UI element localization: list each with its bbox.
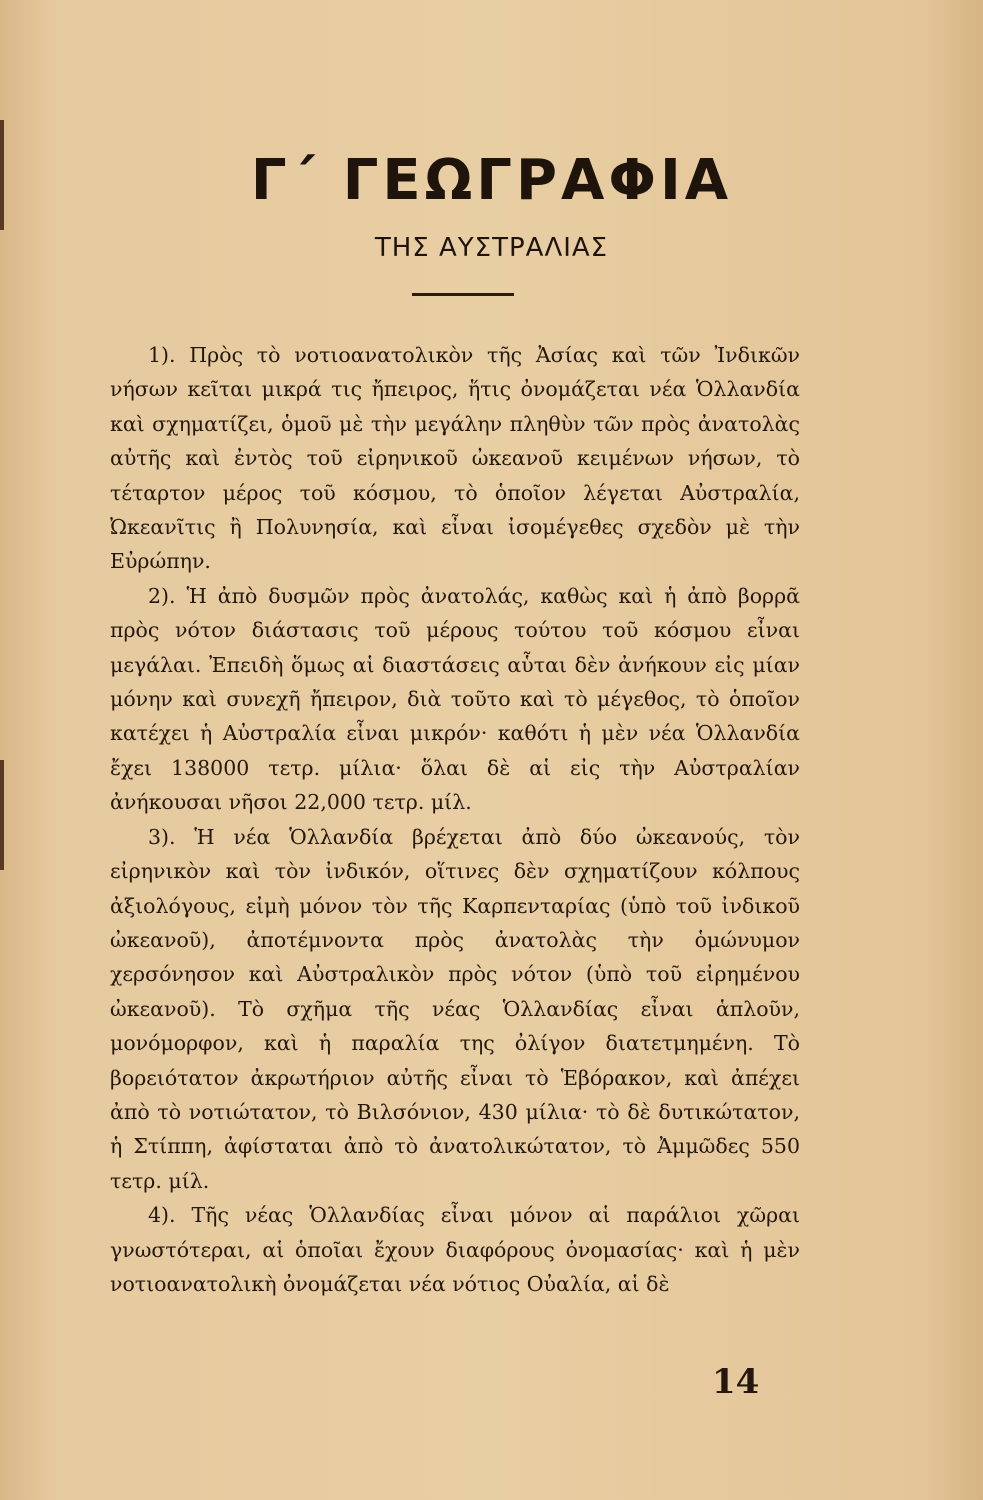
left-edge-mark-bottom	[0, 760, 4, 870]
title-divider	[412, 293, 514, 296]
body-text	[110, 338, 800, 1301]
paragraph-1: 1). Πρὸς τὸ νοτιοανατολικὸν τῆς Ἀσίας καὶ τῶν Ἰνδικῶν νήσων κεῖται μικρά τις ἤπειρος, ἥτις ὀνομάζεται νέα Ὁλλανδία καὶ σχηματίζει, ὁμοῦ μὲ τὴν μεγάλην πληθὺν τῶν πρὸς ἀνατολὰς αὐτῆς καὶ ἐντὸς τοῦ εἰρηνικοῦ ὠκεανοῦ κειμένων νήσων, τὸ τέταρτον μέρος τοῦ κόσμου, τὸ ὁποῖον λέγεται Αὐστραλία, Ὠκεανῖτις ἢ Πολυνησία, καὶ εἶναι ἰσομέγεθες σχεδὸν μὲ τὴν Εὐρώπην.	[110, 343, 800, 574]
chapter-subtitle: ΤΗΣ ΑΥΣΤΡΑΛΙΑΣ	[374, 233, 609, 263]
chapter-title: Γ΄ ΓΕΩΓΡΑΦΙΑ	[250, 148, 733, 213]
page-number: 14	[712, 1362, 760, 1402]
paragraph-4: 4). Τῆς νέας Ὁλλανδίας εἶναι μόνον αἱ παράλιοι χῶραι γνωστότεραι, αἱ ὁποῖαι ἔχουν διαφόρους ὀνομασίας· καὶ ἡ μὲν νοτιοανατολικὴ ὀνομάζεται νέα νότιος Οὐαλία, αἱ δὲ	[110, 1203, 800, 1296]
paragraph-3: 3). Ἡ νέα Ὁλλανδία βρέχεται ἀπὸ δύο ὠκεανούς, τὸν εἰρηνικὸν καὶ τὸν ἰνδικόν, οἵτινες δὲν σχηματίζουν κόλπους ἀξιολόγους, εἰμὴ μόνον τὸν τῆς Καρπενταρίας (ὑπὸ τοῦ ἰνδικοῦ ὠκεανοῦ), ἀποτέμνοντα πρὸς ἀνατολὰς τὴν ὁμώνυμον χερσόνησον καὶ Αὐστραλικὸν πρὸς νότον (ὑπὸ τοῦ εἰρημένου ὠκεανοῦ). Τὸ σχῆμα τῆς νέας Ὁλλανδίας εἶναι ἁπλοῦν, μονόμορφον, καὶ ἡ παραλία της ὀλίγον διατετμημένη. Τὸ βορειότατον ἀκρωτήριον αὐτῆς εἶναι τὸ Ἑβόρακον, καὶ ἀπέχει ἀπὸ τὸ νοτιώτατον, τὸ Βιλσόνιον, 430 μίλια· τὸ δὲ δυτικώτατον, ἡ Στίππη, ἀφίσταται ἀπὸ τὸ ἀνατολικώτατον, τὸ Ἀμμῶδες 550 τετρ. μίλ.	[110, 824, 800, 1193]
paragraph-2: 2). Ἡ ἀπὸ δυσμῶν πρὸς ἀνατολάς, καθὼς καὶ ἡ ἀπὸ βορρᾶ πρὸς νότον διάστασις τοῦ μέρους τούτου τοῦ κόσμου εἶναι μεγάλαι. Ἐπειδὴ ὅμως αἱ διαστάσεις αὗται δὲν ἀνήκουν εἰς μίαν μόνην καὶ συνεχῆ ἤπειρον, διὰ τοῦτο καὶ τὸ μέγεθος, τὸ ὁποῖον κατέχει ἡ Αὐστραλία εἶναι μικρόν· καθότι ἡ μὲν νέα Ὁλλανδία ἔχει 138000 τετρ. μίλια· ὅλαι δὲ αἱ εἰς τὴν Αὐστραλίαν ἀνήκουσαι νῆσοι 22,000 τετρ. μίλ.	[110, 583, 800, 815]
